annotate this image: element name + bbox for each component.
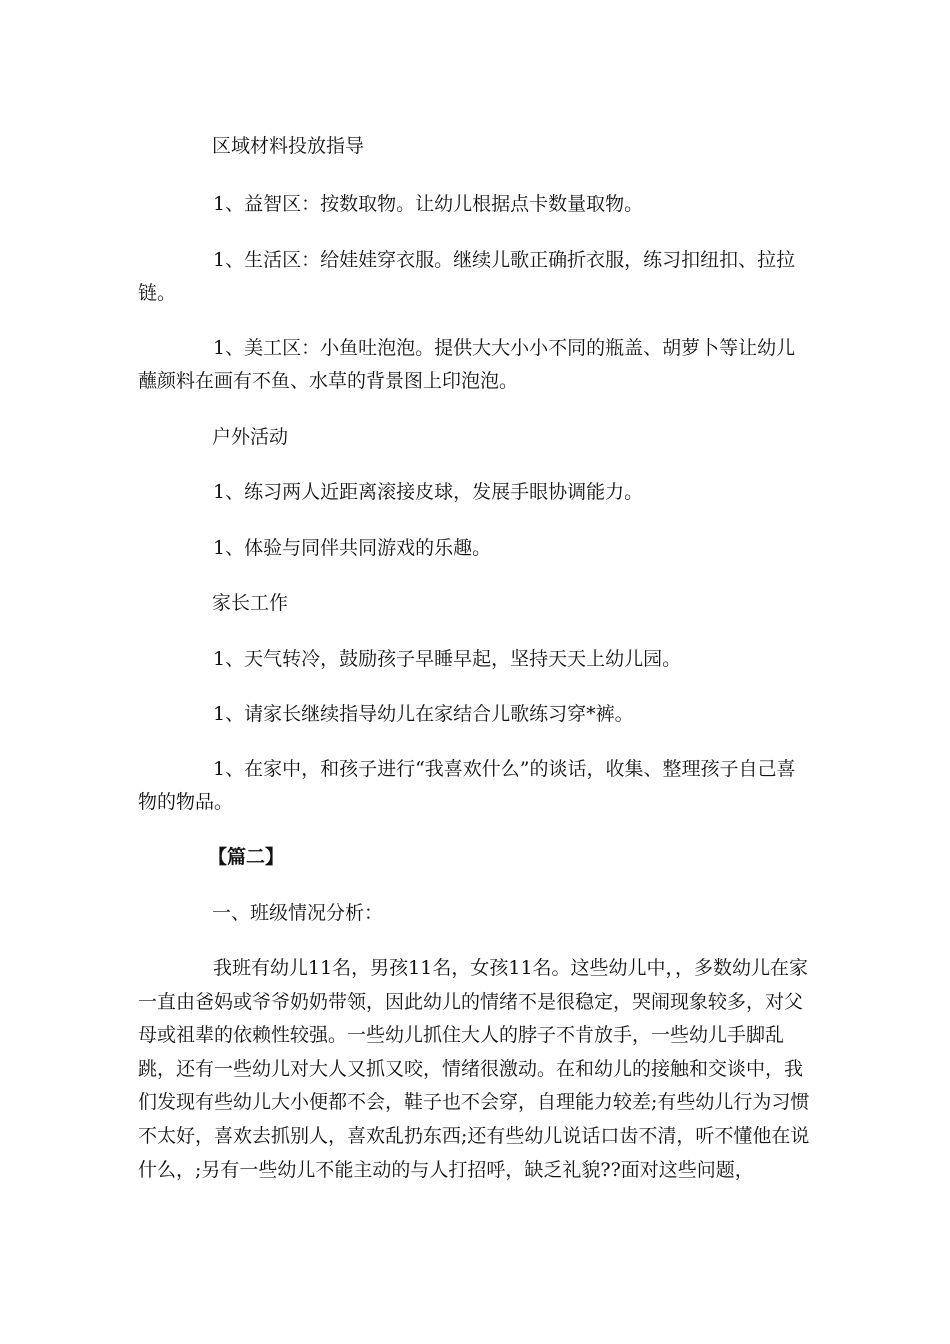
list-item-outdoor-game: 1、体验与同伴共同游戏的乐趣。 <box>213 537 492 559</box>
list-item-parent-talk: 1、在家中，和孩子进行“我喜欢什么”的谈话，收集、整理孩子自己喜物的物品。 <box>138 758 796 813</box>
part-two-heading: 【篇二】 <box>208 846 285 868</box>
class-analysis-heading: 一、班级情况分析： <box>212 902 384 924</box>
parent-work-heading: 家长工作 <box>212 592 289 614</box>
area-materials-heading: 区域材料投放指导 <box>212 135 365 157</box>
outdoor-activities-heading: 户外活动 <box>212 426 289 448</box>
list-item-art-area: 1、美工区：小鱼吐泡泡。提供大大小小不同的瓶盖、胡萝卜等让幼儿蘸颜料在画有不鱼、水草的背景图上印泡泡。 <box>138 337 796 392</box>
list-item-outdoor-ball: 1、练习两人近距离滚接皮球，发展手眼协调能力。 <box>213 481 644 503</box>
list-item-parent-guidance: 1、请家长继续指导幼儿在家结合儿歌练习穿*裤。 <box>213 703 634 725</box>
list-item-puzzle-area: 1、益智区：按数取物。让幼儿根据点卡数量取物。 <box>213 193 644 215</box>
list-item-life-area: 1、生活区：给娃娃穿衣服。继续儿歌正确折衣服，练习扣纽扣、拉拉链。 <box>138 249 796 304</box>
class-analysis-paragraph: 我班有幼儿11名，男孩11名，女孩11名。这些幼儿中，，多数幼儿在家一直由爸妈或爷爷奶奶带领，因此幼儿的情绪不是很稳定，哭闹现象较多，对父母或祖辈的依赖性较强。一些幼儿抓住大人的脖子不肯放手，一些幼儿手脚乱跳，还有一些幼儿对大人又抓又咬，情绪很激动。在和幼儿的接触和交谈中，我们发现有些幼儿大小便都不会，鞋子也不会穿，自理能力较差;有些幼儿行为习惯不太好，喜欢去抓别人，喜欢乱扔东西;还有些幼儿说话口齿不清，听不懂他在说什么，;另有一些幼儿不能主动的与人打招呼，缺乏礼貌??面对这些问题， <box>138 957 810 1181</box>
list-item-parent-weather: 1、天气转冷，鼓励孩子早睡早起，坚持天天上幼儿园。 <box>213 648 682 670</box>
